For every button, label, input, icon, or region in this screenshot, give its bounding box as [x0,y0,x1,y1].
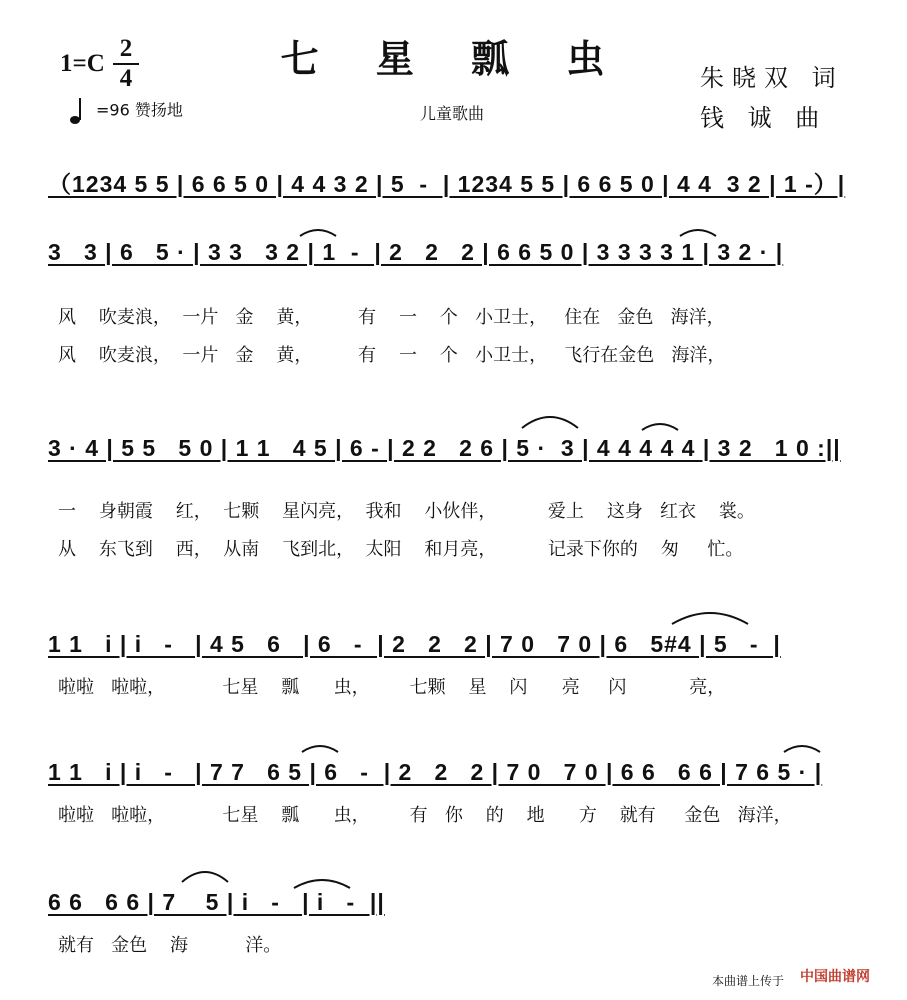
key-signature: 1=C [60,50,105,77]
slur-mark [640,420,680,432]
notation-text: 1 1 i | i - | 7 7 6 5 | 6 - | 2 2 2 | 7 0 7 0 | 6 6 6 6 | 7 6 5 · | [48,759,823,785]
slur-mark [520,410,580,430]
lyric-verse-1a: 风 吹麦浪， 一片 金 黄， 有 一 个 小卫士， 住在 金色 海洋， [58,307,725,328]
slur-mark [782,742,822,754]
lyric-chorus-a: 啦啦 啦啦， 七星 瓢 虫， 七颗 星 闪 亮 闪 亮， [58,677,726,698]
notation-text: 6 6 6 6 | 7 5 | i - | i - || [48,889,385,915]
time-signature-top: 2 [119,35,133,62]
genre-label: 儿童歌曲 [420,104,485,123]
music-row-ending [48,886,897,926]
song-title: 七 星 瓢 虫 [280,36,627,81]
composer-credit: 钱 诚 曲 [700,104,828,132]
lyric-chorus-b: 啦啦 啦啦， 七星 瓢 虫， 有 你 的 地 方 就有 金色 海洋， [58,805,792,826]
notation-text: 3 3 | 6 5 · | 3 3 3 2 | 1 - | 2 2 2 | 6 6 5 0 | 3 3 3 3 1 | 3 2 · | [48,239,784,265]
site-logo[interactable]: 中国曲谱网 [800,969,870,985]
slur-mark [180,866,230,884]
quarter-note-icon [58,96,96,126]
slur-mark [670,606,750,626]
lyric-ending: 就有 金色 海 洋。 [58,935,282,956]
time-signature-bottom: 4 [119,65,133,92]
slur-mark [300,742,340,754]
slur-mark [678,226,718,238]
notation-text: 3 · 4 | 5 5 5 0 | 1 1 4 5 | 6 - | 2 2 2 6 | 5 · 3 | 4 4 4 4 4 | 3 2 1 0 :|| [48,435,841,461]
notation-text: 1 1 i | i - | 4 5 6 | 6 - | 2 2 2 | 7 0 7 0 | 6 5#4 | 5 - | [48,631,781,657]
music-row-intro [48,168,897,208]
lyric-verse-2a: 一 身朝霞 红， 七颗 星闪亮， 我和 小伙伴， 爱上 这身 红衣 裳。 [58,501,755,522]
upload-note: 本曲谱上传于 [712,974,785,988]
time-signature [113,36,139,92]
lyric-verse-2b: 从 东飞到 西， 从南 飞到北， 太阳 和月亮， 记录下你的 匆 忙。 [58,539,744,560]
music-row-verse-a [48,236,897,276]
lyricist-credit: 朱晓双 词 [700,64,844,92]
slur-mark [298,226,338,238]
music-row-chorus-a [48,628,897,668]
lyric-verse-1b: 风 吹麦浪， 一片 金 黄， 有 一 个 小卫士， 飞行在金色 海洋， [58,345,726,366]
notation-text: （1234 5 5 | 6 6 5 0 | 4 4 3 2 | 5 - | 1234 5 5 | 6 6 5 0 | 4 4 3 2 | 1 -）| [48,171,846,197]
slur-mark [292,876,352,890]
tempo-marking [58,96,183,126]
music-row-chorus-b [48,756,897,796]
music-row-verse-b [48,432,897,472]
tempo-text: =96 赞扬地 [96,100,183,120]
